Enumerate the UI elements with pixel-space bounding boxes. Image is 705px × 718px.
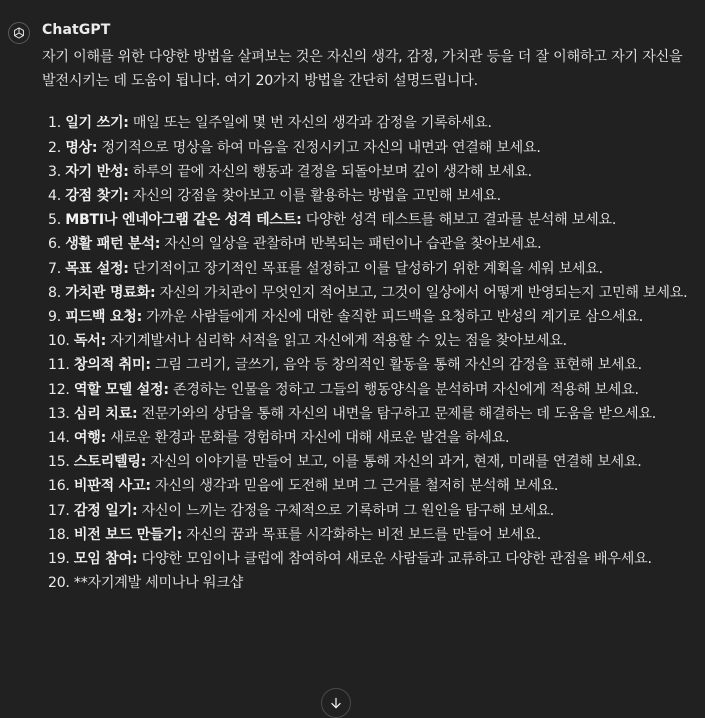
item-number: 12. bbox=[48, 381, 70, 398]
message-author: ChatGPT bbox=[42, 22, 111, 38]
item-term: 역할 모델 설정: bbox=[73, 381, 169, 398]
item-number: 4. bbox=[48, 188, 61, 205]
list-item bbox=[42, 426, 697, 450]
item-description: 존경하는 인물을 정하고 그들의 행동양식을 분석하며 자신에게 적용해 보세요. bbox=[168, 381, 639, 398]
item-term: 여행: bbox=[73, 430, 107, 447]
item-term: 가치관 명료화: bbox=[65, 284, 156, 301]
item-description: 자신의 가치관이 무엇인지 적어보고, 그것이 일상에서 어떻게 반영되는지 고민해 보세요. bbox=[155, 284, 688, 301]
item-number: 11. bbox=[48, 357, 70, 374]
item-number: 6. bbox=[48, 236, 61, 253]
item-term: 창의적 취미: bbox=[73, 357, 151, 374]
item-term: 비전 보드 만들기: bbox=[73, 526, 183, 543]
item-number: 7. bbox=[48, 260, 61, 277]
item-description: 다양한 모임이나 클럽에 참여하여 새로운 사람들과 교류하고 다양한 관점을 배우세요. bbox=[137, 551, 652, 568]
item-number: 3. bbox=[48, 163, 61, 180]
item-description: 자신이 느끼는 감정을 구체적으로 기록하며 그 원인을 탐구해 보세요. bbox=[137, 502, 554, 519]
item-description: 정기적으로 명상을 하여 마음을 진정시키고 자신의 내면과 연결해 보세요. bbox=[97, 139, 541, 156]
item-number: 5. bbox=[48, 212, 61, 229]
list-item bbox=[42, 111, 697, 135]
list-item bbox=[42, 232, 697, 256]
item-number: 8. bbox=[48, 284, 61, 301]
list-item bbox=[42, 450, 697, 474]
list-item bbox=[42, 305, 697, 329]
item-number: 19. bbox=[48, 551, 70, 568]
item-description: 다양한 성격 테스트를 해보고 결과를 분석해 보세요. bbox=[301, 212, 617, 229]
item-number: 15. bbox=[48, 454, 70, 471]
item-number: 16. bbox=[48, 478, 70, 495]
item-description: 전문가와의 상담을 통해 자신의 내면을 탐구하고 문제를 해결하는 데 도움을 받으세요. bbox=[137, 405, 656, 422]
list-item bbox=[42, 547, 697, 571]
item-number: 9. bbox=[48, 309, 61, 326]
item-term: 모임 참여: bbox=[73, 551, 138, 568]
list-item bbox=[42, 281, 697, 305]
list-item bbox=[42, 499, 697, 523]
list-item bbox=[42, 136, 697, 160]
list-item bbox=[42, 184, 697, 208]
item-description: 매일 또는 일주일에 몇 번 자신의 생각과 감정을 기록하세요. bbox=[128, 115, 492, 132]
item-description: 자신의 일상을 관찰하며 반복되는 패턴이나 습관을 찾아보세요. bbox=[160, 236, 542, 253]
item-description: **자기계발 세미나나 워크샵 bbox=[69, 575, 243, 592]
scroll-to-bottom-button[interactable] bbox=[321, 688, 351, 718]
item-number: 18. bbox=[48, 526, 70, 543]
item-term: 생활 패턴 분석: bbox=[65, 236, 161, 253]
item-description: 하루의 끝에 자신의 행동과 결정을 되돌아보며 깊이 생각해 보세요. bbox=[128, 163, 532, 180]
item-term: 목표 설정: bbox=[65, 260, 129, 277]
item-description: 자신의 이야기를 만들어 보고, 이를 통해 자신의 과거, 현재, 미래를 연결해 보세요. bbox=[146, 454, 642, 471]
list-item bbox=[42, 523, 697, 547]
list-item bbox=[42, 329, 697, 353]
item-term: 피드백 요청: bbox=[65, 309, 143, 326]
item-description: 자신의 강점을 찾아보고 이를 활용하는 방법을 고민해 보세요. bbox=[128, 188, 501, 205]
list-item bbox=[42, 160, 697, 184]
item-description: 가까운 사람들에게 자신에 대한 솔직한 피드백을 요청하고 반성의 계기로 삼으세요. bbox=[142, 309, 643, 326]
item-number: 2. bbox=[48, 139, 61, 156]
item-description: 자신의 생각과 믿음에 도전해 보며 그 근거를 철저히 분석해 보세요. bbox=[150, 478, 559, 495]
item-number: 14. bbox=[48, 430, 70, 447]
item-term: MBTI나 엔네아그램 같은 성격 테스트: bbox=[65, 212, 302, 229]
message-content bbox=[42, 45, 697, 595]
item-description: 새로운 환경과 문화를 경험하며 자신에 대해 새로운 발견을 하세요. bbox=[106, 430, 510, 447]
item-description: 자기계발서나 심리학 서적을 읽고 자신에게 적용할 수 있는 점을 찾아보세요. bbox=[106, 333, 567, 350]
item-number: 1. bbox=[48, 115, 61, 132]
list-item bbox=[42, 402, 697, 426]
item-term: 일기 쓰기: bbox=[65, 115, 129, 132]
item-description: 단기적이고 장기적인 목표를 설정하고 이를 달성하기 위한 계획을 세워 보세요. bbox=[128, 260, 603, 277]
item-number: 13. bbox=[48, 405, 70, 422]
openai-logo-icon bbox=[12, 26, 26, 40]
item-term: 자기 반성: bbox=[65, 163, 129, 180]
chatgpt-avatar bbox=[8, 22, 30, 44]
item-description: 자신의 꿈과 목표를 시각화하는 비전 보드를 만들어 보세요. bbox=[182, 526, 541, 543]
message-intro: 자기 이해를 위한 다양한 방법을 살펴보는 것은 자신의 생각, 감정, 가치관 등을 더 잘 이해하고 자기 자신을 발전시키는 데 도움이 됩니다. 여기 20가지 방법을 간단히 설명드립니다. bbox=[42, 49, 683, 90]
item-term: 독서: bbox=[73, 333, 107, 350]
list-item bbox=[42, 257, 697, 281]
method-list bbox=[42, 111, 697, 595]
item-number: 20. bbox=[48, 575, 70, 592]
arrow-down-icon bbox=[329, 696, 343, 710]
list-item bbox=[42, 378, 697, 402]
list-item bbox=[42, 353, 697, 377]
item-term: 비판적 사고: bbox=[73, 478, 151, 495]
item-term: 감정 일기: bbox=[73, 502, 138, 519]
item-description: 그림 그리기, 글쓰기, 음악 등 창의적인 활동을 통해 자신의 감정을 표현해 보세요. bbox=[150, 357, 642, 374]
item-term: 명상: bbox=[65, 139, 98, 156]
list-item bbox=[42, 571, 697, 595]
item-term: 심리 치료: bbox=[73, 405, 138, 422]
list-item bbox=[42, 208, 697, 232]
item-term: 스토리텔링: bbox=[73, 454, 147, 471]
list-item bbox=[42, 474, 697, 498]
item-number: 17. bbox=[48, 502, 70, 519]
item-number: 10. bbox=[48, 333, 70, 350]
item-term: 강점 찾기: bbox=[65, 188, 129, 205]
